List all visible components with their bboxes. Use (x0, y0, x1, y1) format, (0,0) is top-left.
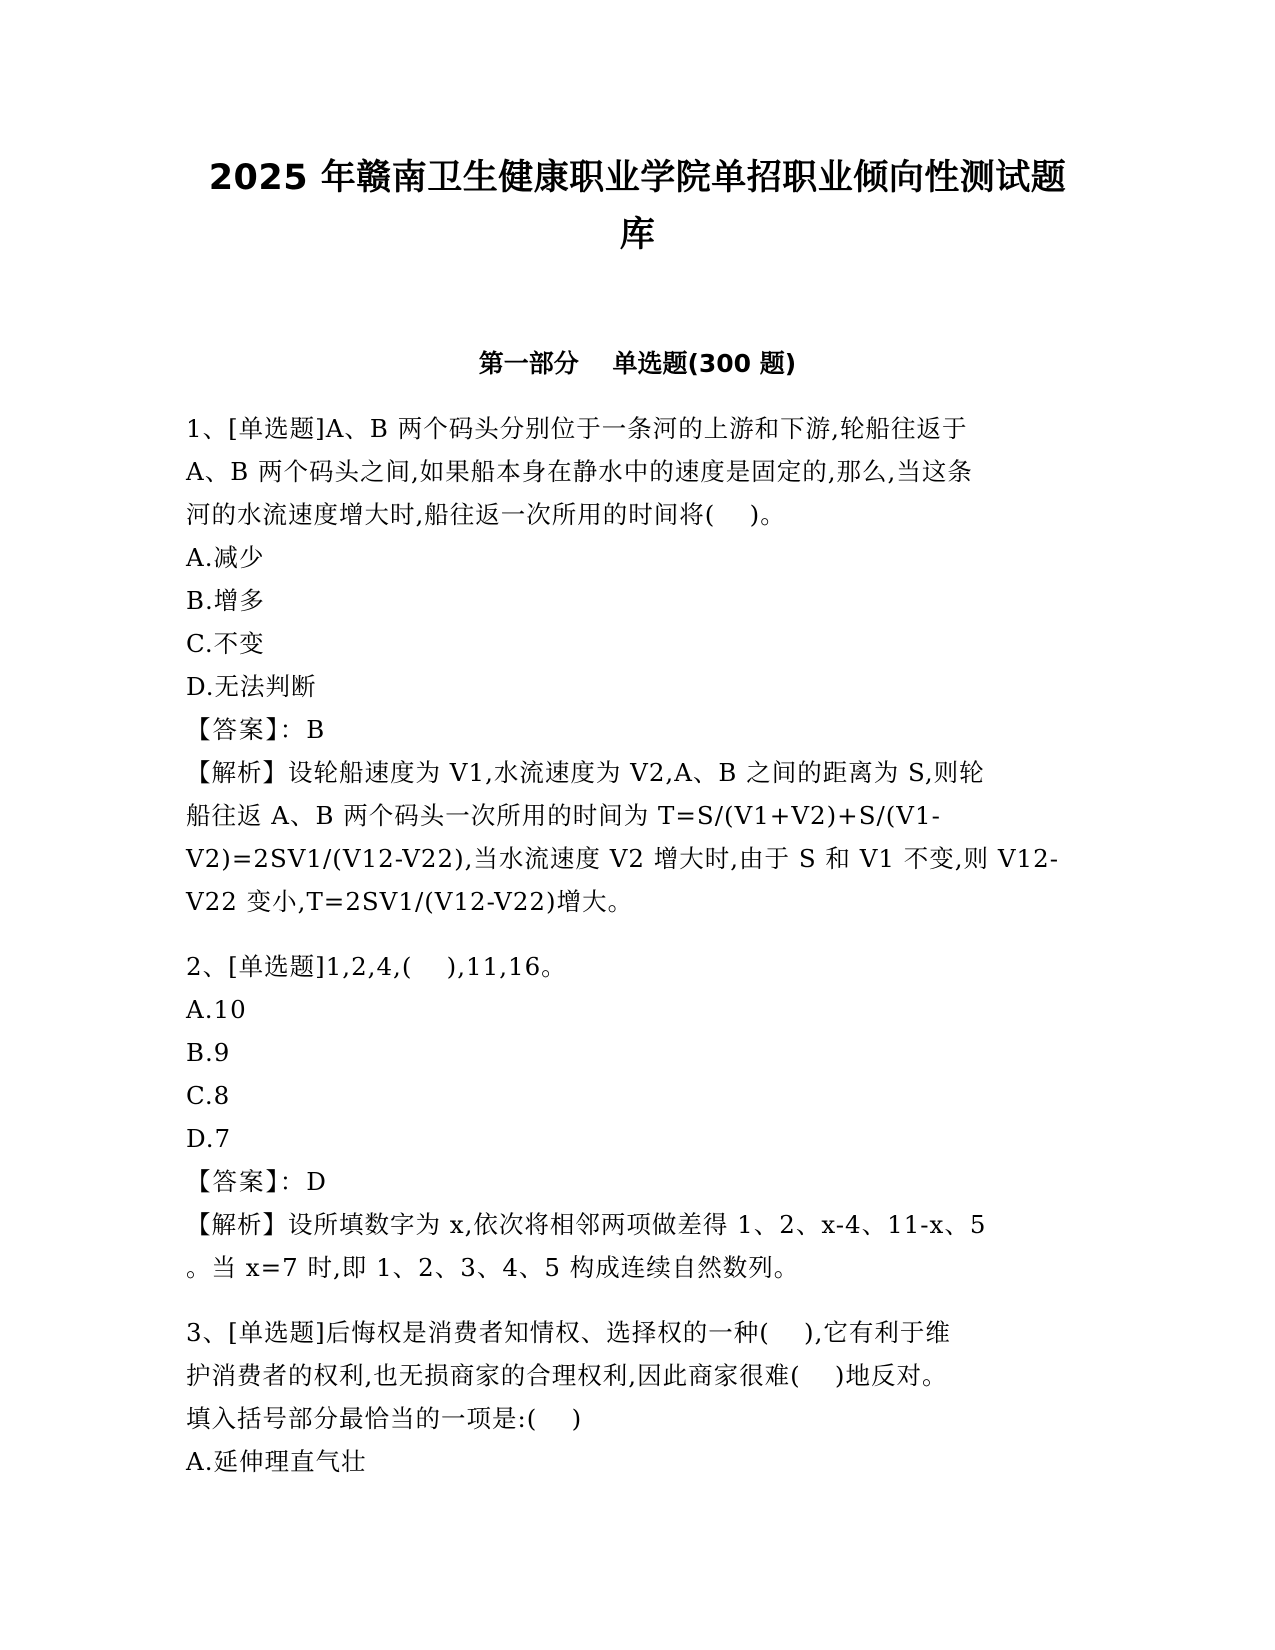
section-heading: 第一部分 单选题(300 题) (478, 349, 797, 378)
explanation-line: V2)=2SV1/(V12-V22),当水流速度 V2 增大时,由于 S 和 V1 不变,则 V12- (186, 844, 1059, 873)
answer-value: D (306, 1167, 327, 1196)
explanation-line: 【解析】设所填数字为 x,依次将相邻两项做差得 1、2、x-4、11-x、5 (186, 1210, 987, 1239)
question-text-line: 1、[单选题]A、B 两个码头分别位于一条河的上游和下游,轮船往返于 (186, 414, 968, 443)
option-d: D.无法判断 (186, 672, 317, 701)
question-list (186, 407, 1081, 1505)
option-c: C.8 (186, 1081, 231, 1110)
explanation-line: V22 变小,T=2SV1/(V12-V22)增大。 (186, 887, 634, 916)
option-a: A.10 (186, 995, 247, 1024)
answer-line (186, 708, 1081, 751)
answer-line (186, 1160, 1081, 1203)
document-title (150, 150, 1125, 264)
option-b: B.9 (186, 1038, 231, 1067)
question-text-line: A、B 两个码头之间,如果船本身在静水中的速度是固定的,那么,当这条 (186, 457, 973, 486)
option-c: C.不变 (186, 629, 265, 658)
explanation-line: 。当 x=7 时,即 1、2、3、4、5 构成连续自然数列。 (186, 1253, 800, 1282)
title-line-1: 2025 年赣南卫生健康职业学院单招职业倾向性测试题 (208, 158, 1067, 198)
option-d: D.7 (186, 1124, 232, 1153)
question-text-line: 2、[单选题]1,2,4,( ),11,16。 (186, 952, 567, 981)
question-text-line: 护消费者的权利,也无损商家的合理权利,因此商家很难( )地反对。 (186, 1361, 948, 1390)
question-3 (186, 1311, 1081, 1483)
explanation-line: 【解析】设轮船速度为 V1,水流速度为 V2,A、B 之间的距离为 S,则轮 (186, 758, 985, 787)
answer-label: 【答案】： (186, 1167, 307, 1196)
option-a: A.减少 (186, 543, 265, 572)
question-text-line: 河的水流速度增大时,船往返一次所用的时间将( )。 (186, 500, 786, 529)
answer-value: B (306, 715, 326, 744)
option-b: B.增多 (186, 586, 265, 615)
title-line-2: 库 (619, 215, 656, 255)
answer-label: 【答案】： (186, 715, 307, 744)
question-1 (186, 407, 1081, 923)
question-text-line: 3、[单选题]后悔权是消费者知情权、选择权的一种( ),它有利于维 (186, 1318, 951, 1347)
question-2 (186, 945, 1081, 1289)
explanation-line: 船往返 A、B 两个码头一次所用的时间为 T=S/(V1+V2)+S/(V1- (186, 801, 941, 830)
question-text-line: 填入括号部分最恰当的一项是:( ) (186, 1404, 583, 1433)
option-a: A.延伸理直气壮 (186, 1447, 367, 1476)
